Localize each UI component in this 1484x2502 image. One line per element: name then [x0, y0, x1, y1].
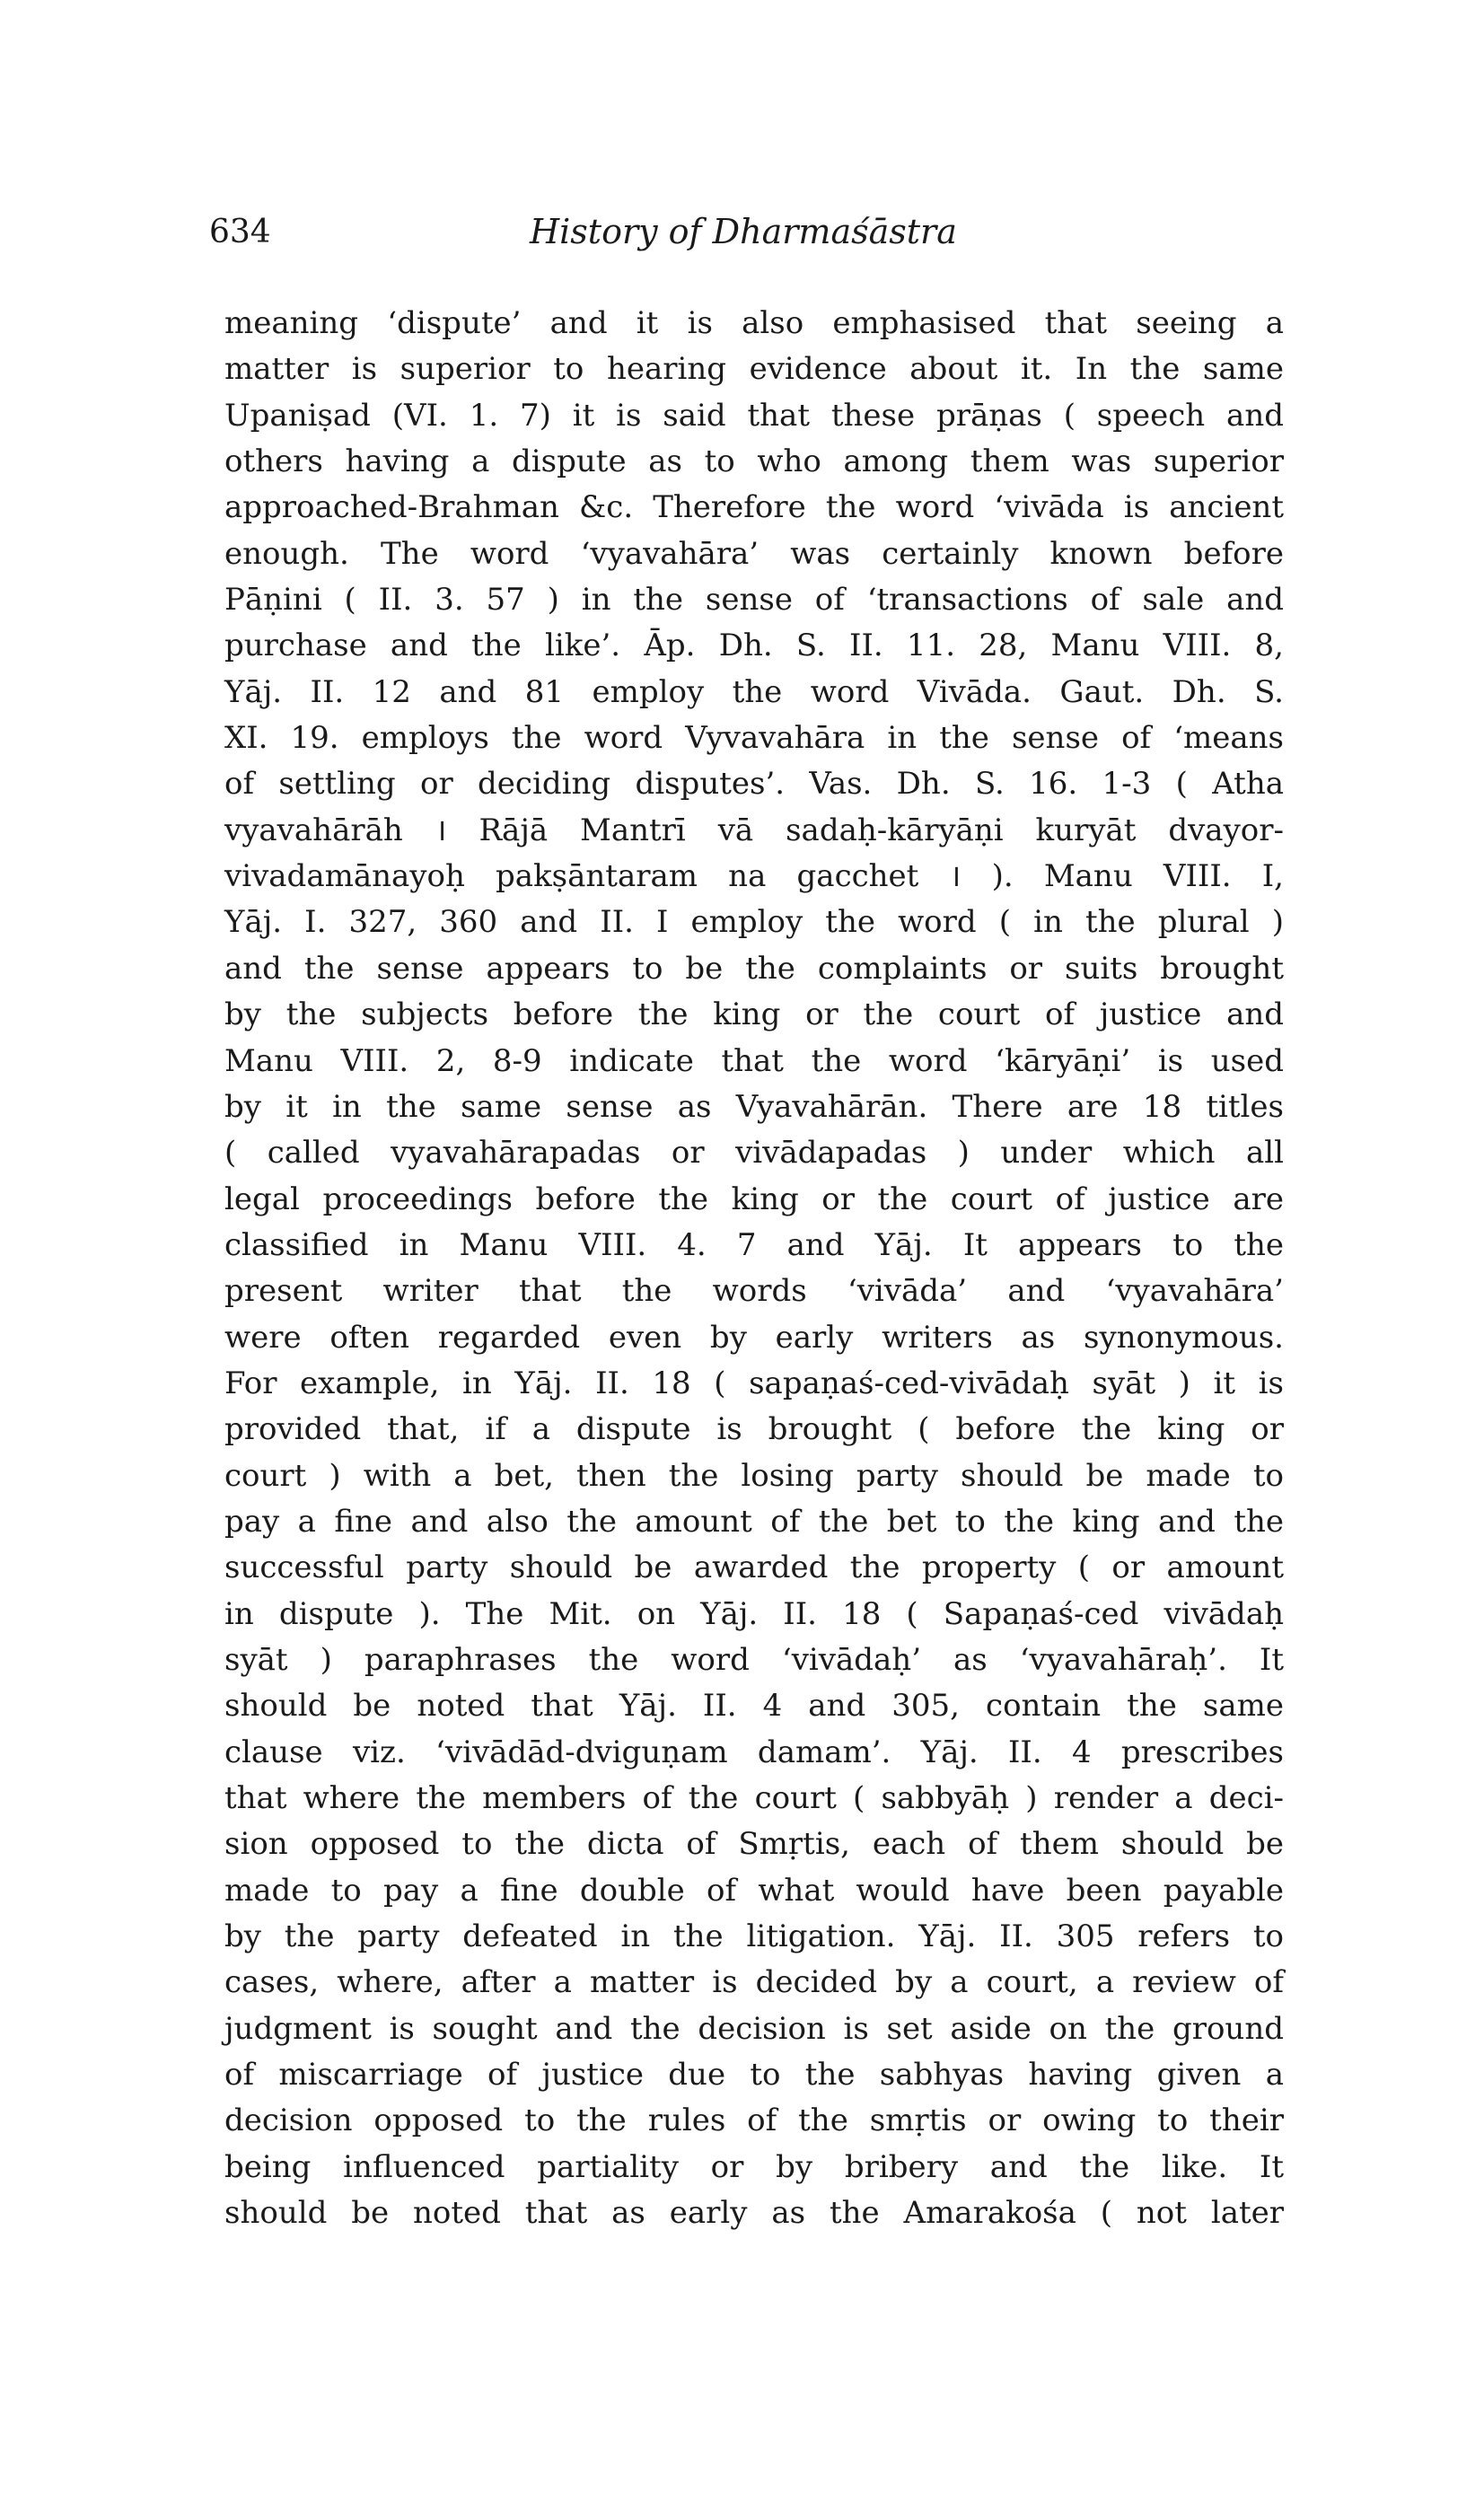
- text-line: should be noted that as early as the Amarakośa ( not later: [224, 2195, 1284, 2232]
- text-line: should be noted that Yāj. II. 4 and 305, contain the same: [224, 1688, 1284, 1725]
- text-line: meaning ‘dispute’ and it is also emphasised that seeing a: [224, 305, 1284, 341]
- text-line: syāt ) paraphrases the word ‘vivādaḥ’ as ‘vyavahāraḥ’. It: [224, 1641, 1284, 1678]
- text-line: judgment is sought and the decision is set aside on the ground: [224, 2010, 1284, 2047]
- text-line: by it in the same sense as Vyavahārān. There are 18 titles: [224, 1088, 1284, 1125]
- text-line: provided that, if a dispute is brought ( before the king or: [224, 1411, 1284, 1448]
- text-line: and the sense appears to be the complaints or suits brought: [224, 950, 1284, 987]
- text-line: XI. 19. employs the word Vyvavahāra in the sense of ‘means: [224, 720, 1284, 757]
- text-line: by the subjects before the king or the court of justice and: [224, 996, 1284, 1033]
- text-line: purchase and the like’. Āp. Dh. S. II. 11. 28, Manu VIII. 8,: [224, 628, 1284, 664]
- text-line: successful party should be awarded the property ( or amount: [224, 1549, 1284, 1586]
- text-line: Yāj. II. 12 and 81 employ the word Vivāda. Gaut. Dh. S.: [224, 673, 1284, 710]
- text-line: being influenced partiality or by bribery and the like. It: [224, 2148, 1284, 2185]
- text-line: of miscarriage of justice due to the sabhyas having given a: [224, 2057, 1284, 2094]
- text-line: clause viz. ‘vivādād-dviguṇam damam’. Yāj. II. 4 prescribes: [224, 1734, 1284, 1770]
- running-title: History of Dharmaśāstra: [530, 212, 957, 251]
- text-line: were often regarded even by early writers as synonymous.: [224, 1319, 1284, 1356]
- text-line: Yāj. I. 327, 360 and II. I employ the word ( in the plural ): [224, 904, 1284, 941]
- text-line: Pāṇini ( II. 3. 57 ) in the sense of ‘transactions of sale and: [224, 582, 1284, 619]
- body-text: [224, 301, 1284, 2236]
- text-line: classified in Manu VIII. 4. 7 and Yāj. It appears to the: [224, 1226, 1284, 1263]
- text-line: vivadamānayoḥ pakṣāntaram na gacchet । ). Manu VIII. I,: [224, 858, 1284, 895]
- text-line: court ) with a bet, then the losing party should be made to: [224, 1457, 1284, 1494]
- text-line: sion opposed to the dicta of Smṛtis, each of them should be: [224, 1826, 1284, 1863]
- text-line: decision opposed to the rules of the smṛtis or owing to their: [224, 2103, 1284, 2139]
- text-line: of settling or deciding disputes’. Vas. Dh. S. 16. 1-3 ( Atha: [224, 766, 1284, 803]
- text-line: approached-Brahman &c. Therefore the word ‘vivāda is ancient: [224, 489, 1284, 526]
- text-line: present writer that the words ‘vivāda’ and ‘vyavahāra’: [224, 1273, 1284, 1310]
- text-line: For example, in Yāj. II. 18 ( sapaṇaś-ced-vivādaḥ syāt ) it is: [224, 1365, 1284, 1401]
- text-line: that where the members of the court ( sabbyāḥ ) render a deci-: [224, 1780, 1284, 1816]
- page-number: 634: [209, 214, 271, 250]
- text-line: Manu VIII. 2, 8-9 indicate that the word ‘kāryāṇi’ is used: [224, 1042, 1284, 1079]
- text-line: enough. The word ‘vyavahāra’ was certainly known before: [224, 535, 1284, 572]
- text-line: cases, where, after a matter is decided by a court, a review of: [224, 1964, 1284, 2001]
- text-line: others having a dispute as to who among them was superior: [224, 443, 1284, 480]
- text-line: Upaniṣad (VI. 1. 7) it is said that these prāṇas ( speech and: [224, 397, 1284, 434]
- text-line: vyavahārāh । Rājā Mantrī vā sadaḥ-kāryāṇi kuryāt dvayor-: [224, 812, 1284, 848]
- text-line: by the party defeated in the litigation. Yāj. II. 305 refers to: [224, 1918, 1284, 1955]
- text-line: pay a fine and also the amount of the bet to the king and the: [224, 1503, 1284, 1540]
- text-line: made to pay a fine double of what would have been payable: [224, 1872, 1284, 1909]
- text-line: ( called vyavahārapadas or vivādapadas ) under which all: [224, 1135, 1284, 1172]
- text-line: legal proceedings before the king or the court of justice are: [224, 1181, 1284, 1217]
- text-line: in dispute ). The Mit. on Yāj. II. 18 ( Sapaṇaś-ced vivādaḥ: [224, 1595, 1284, 1632]
- text-line: matter is superior to hearing evidence about it. In the same: [224, 351, 1284, 388]
